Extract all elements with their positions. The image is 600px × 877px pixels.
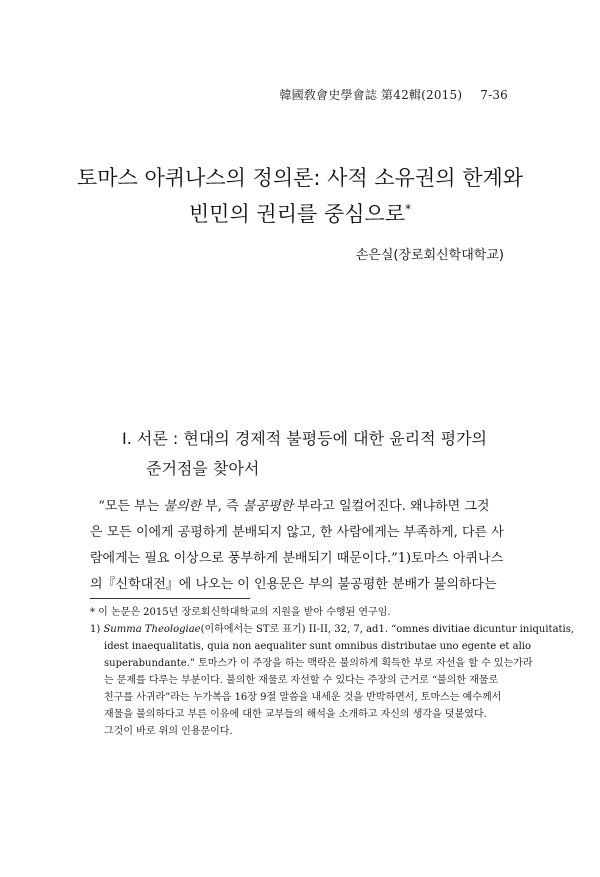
section-heading-line-1: Ⅰ. 서론 : 현대의 경제적 불평등에 대한 윤리적 평가의 (122, 429, 488, 448)
footnote-1-line-3: superabundante.” 토마스가 이 주장을 하는 맥락은 불의하게 획득한 부로 자선을 할 수 있는가라 (104, 658, 533, 669)
title-line-1: 토마스 아퀴나스의 정의론: 사적 소유권의 한계와 (76, 166, 524, 190)
body-paragraph (90, 494, 510, 598)
footnote-1-line-2: idest inaequalitatis, quia non aequaliter sunt omnibus distributae uno egente et alio (104, 641, 532, 652)
body-text: 부, 즉 (201, 499, 243, 514)
section-heading (122, 424, 522, 484)
body-italic: 불의한 (163, 499, 202, 514)
title-line-2 (60, 196, 540, 232)
footnote-text: (이하에서는 ST로 표기) II-II, 32, 7, ad1. “omnes divitiae dicuntur iniquitatis, (200, 624, 575, 635)
footnote-1-line-7: 그것이 바로 위의 인용문이다. (104, 726, 233, 737)
journal-name: 韓國敎會史學會誌 第42輯(2015) (279, 88, 463, 102)
body-line-1 (90, 494, 510, 520)
title-line-2-text: 빈민의 권리를 중심으로 (188, 202, 406, 226)
running-header (279, 86, 508, 103)
footnote-star: * 이 논문은 2015년 장로회신학대학교의 지원을 받아 수행된 연구임. (90, 607, 391, 618)
body-text: 부라고 일컬어진다. 왜냐하면 그것 (293, 499, 490, 514)
body-text: “모든 부는 (98, 499, 164, 514)
footnotes (90, 604, 575, 740)
body-italic: 불공평한 (242, 499, 293, 514)
section-heading-line-2: 준거점을 찾아서 (146, 459, 260, 478)
footnote-1-line-5: 친구를 사귀라”라는 누가복음 16장 9절 말씀을 내세운 것을 반박하면서, 토마스는 예수께서 (104, 692, 502, 703)
page-range: 7-36 (480, 88, 508, 102)
footnote-title: Summa Theologiae (103, 624, 201, 635)
footnote-divider (90, 598, 250, 599)
paper-title (60, 160, 540, 232)
footnote-mark: * (405, 202, 412, 216)
footnote-1-line-1 (90, 621, 575, 638)
body-line-3: 람에게는 필요 이상으로 풍부하게 분배되기 때문이다.”1)토마스 아퀴나스 (90, 551, 504, 566)
body-line-2: 은 모든 이에게 공평하게 분배되지 않고, 한 사람에게는 부족하게, 다른 사 (90, 525, 504, 540)
body-line-4: 의『신학대전』에 나오는 이 인용문은 부의 불공평한 분배가 불의하다는 (90, 577, 497, 592)
footnote-1-line-4: 는 문제를 다루는 부분이다. 불의한 재물로 자선할 수 있다는 주장의 근거로 “불의한 재물로 (104, 675, 499, 686)
footnote-number: 1) (90, 624, 104, 635)
author: 손은실(장로회신학대학교) (355, 248, 504, 263)
footnote-1-line-6: 재물을 불의하다고 부른 이유에 대한 교부들의 해석을 소개하고 자신의 생각을 덧붙였다. (104, 709, 487, 720)
